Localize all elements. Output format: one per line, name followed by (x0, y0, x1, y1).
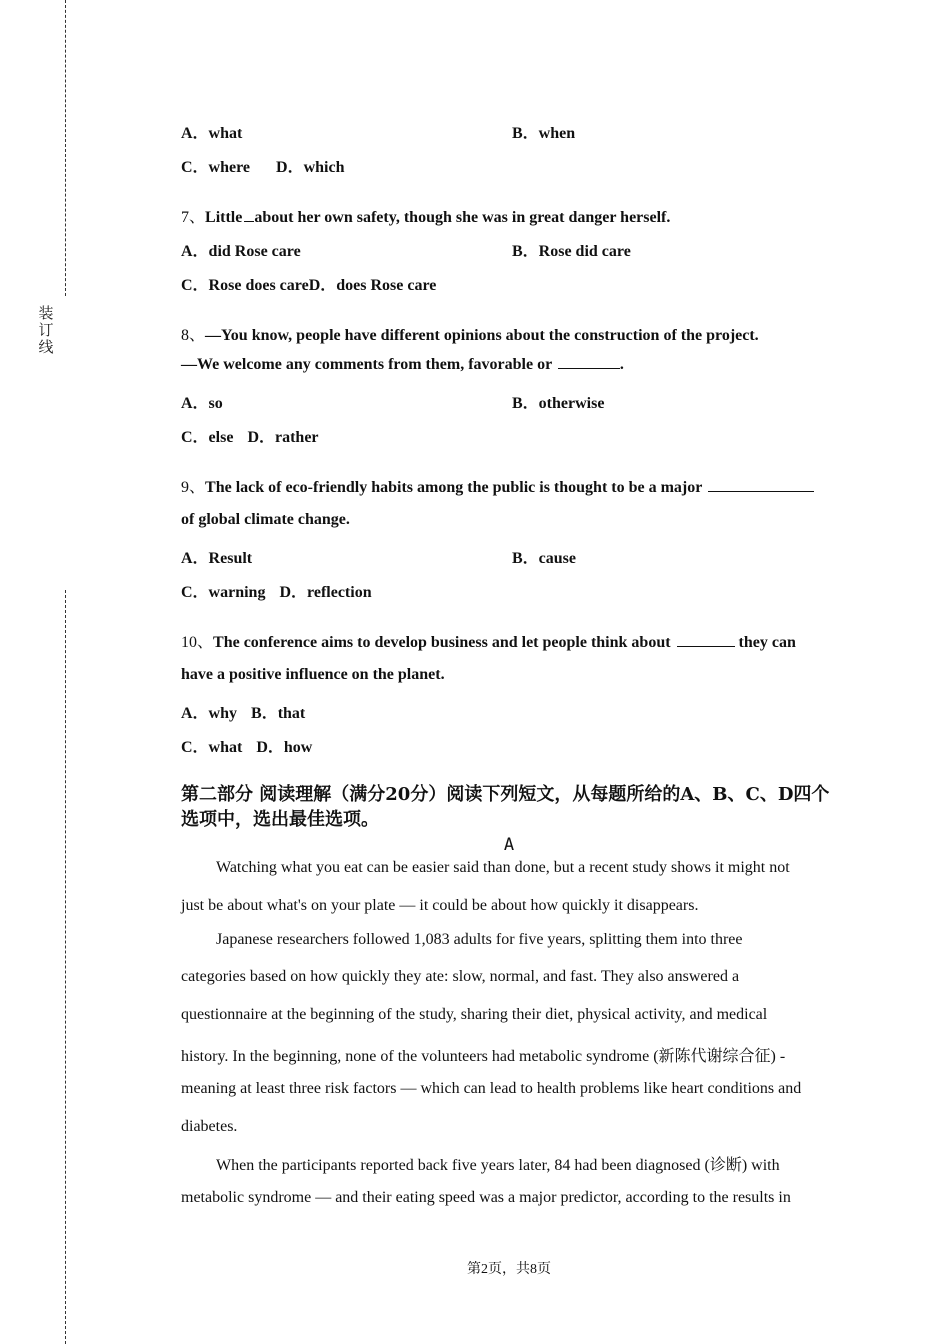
q10-stem-after: they can (738, 634, 796, 651)
passage-line: history. In the beginning, none of the volunteers had metabolic syndrome (新陈代谢综合征) - (181, 1048, 786, 1065)
q9-option-b: B．cause (512, 550, 577, 567)
q9-options-cd (181, 579, 372, 602)
q8-stem2-end: . (619, 356, 624, 373)
section-title-line1: 第二部分 阅读理解（满分20分）阅读下列短文，从每题所给的A、B、C、D四个 (181, 784, 830, 805)
passage-line: just be about what's on your plate — it could be about how quickly it disappears. (181, 897, 699, 914)
q10-stem-line2: have a positive influence on the planet. (181, 666, 445, 683)
q8-stem2: —We welcome any comments from them, favorable or (181, 356, 552, 373)
q10-options-cd (181, 734, 312, 757)
passage-line: questionnaire at the beginning of the study, sharing their diet, physical activity, and medical (181, 1006, 768, 1023)
q6-options-cd (181, 154, 345, 177)
q9-blank (708, 490, 814, 492)
q6-option-c: C．where (181, 159, 251, 176)
q7-option-c: C．Rose does care (181, 277, 309, 294)
q8-options-cd (181, 424, 319, 447)
q9-option-c: C．warning (181, 584, 266, 601)
q6-option-d: D．which (276, 159, 345, 176)
q8-option-b: B．otherwise (512, 395, 605, 412)
q9-stem-line1: The lack of eco-friendly habits among the public is thought to be a major (205, 479, 703, 496)
q7-option-a: A．did Rose care (181, 243, 301, 260)
q10-blank (677, 645, 735, 647)
q8-stem-line1: —You know, people have different opinions about the construction of the project. (205, 327, 759, 344)
q7-stem-start: Little (205, 209, 243, 226)
section-title-line2: 选项中，选出最佳选项。 (181, 809, 379, 830)
passage-line: diabetes. (181, 1118, 238, 1135)
binding-dashed-line-top (65, 0, 66, 296)
q10-stem (181, 629, 796, 652)
q7-options-cd (181, 272, 436, 295)
q7-option-b: B．Rose did care (512, 243, 631, 260)
passage-line: categories based on how quickly they ate: slow, normal, and fast. They also answered a (181, 968, 740, 985)
q8-option-d: D．rather (247, 429, 319, 446)
binding-char: 线 (38, 338, 54, 356)
q9-number: 9、 (181, 479, 206, 496)
passage-label: A (503, 835, 515, 855)
q8-option-c: C．else (181, 429, 234, 446)
section-title (181, 782, 841, 832)
binding-label (37, 305, 55, 356)
q10-options-ab (181, 700, 305, 723)
q8-blank (558, 367, 620, 369)
q10-option-a: A．why (181, 705, 238, 722)
binding-char: 订 (38, 321, 54, 339)
q10-number: 10、 (181, 634, 214, 651)
page-footer: 第2页，共8页 (467, 1262, 551, 1277)
q8-stem (181, 322, 759, 345)
q10-stem-line1: The conference aims to develop business and let people think about (213, 634, 671, 651)
passage-line: Japanese researchers followed 1,083 adults for five years, splitting them into three (216, 931, 743, 948)
q8-option-a: A．so (181, 395, 223, 412)
q7-option-d: D．does Rose care (308, 277, 437, 294)
passage-line: Watching what you eat can be easier said than done, but a recent study shows it might not (216, 859, 790, 876)
q9-option-a: A．Result (181, 550, 253, 567)
q10-option-b: B．that (251, 705, 306, 722)
q10-option-c: C．what (181, 739, 243, 756)
q7-stem-end: about her own safety, though she was in great danger herself. (254, 209, 671, 226)
q8-stem-line2 (181, 356, 624, 374)
q9-stem (181, 474, 814, 497)
q9-stem-line2: of global climate change. (181, 511, 350, 528)
q9-option-d: D．reflection (279, 584, 372, 601)
q7-number: 7、 (181, 209, 206, 226)
q7-blank (244, 220, 254, 222)
binding-char: 装 (38, 304, 54, 322)
q10-option-d: D．how (256, 739, 313, 756)
q6-option-b: B．when (512, 125, 576, 142)
passage-line: metabolic syndrome — and their eating speed was a major predictor, according to the results in (181, 1189, 791, 1206)
q7-stem (181, 204, 670, 227)
passage-line: meaning at least three risk factors — which can lead to health problems like heart conditions and (181, 1080, 802, 1097)
q6-option-a: A．what (181, 125, 243, 142)
q8-number: 8、 (181, 327, 206, 344)
passage-line: When the participants reported back five years later, 84 had been diagnosed (诊断) with (216, 1157, 780, 1174)
binding-dashed-line-bottom (65, 590, 66, 1344)
